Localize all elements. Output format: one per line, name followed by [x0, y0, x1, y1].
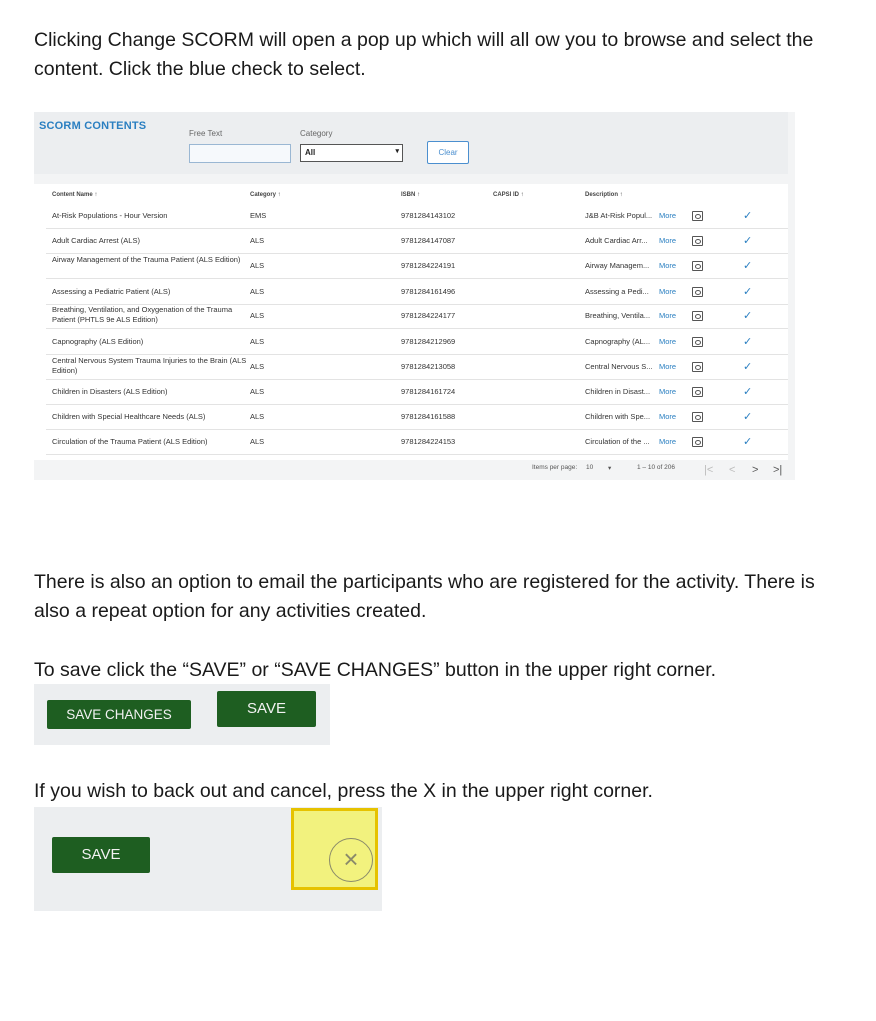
header-category[interactable]: Category ↑	[250, 192, 281, 198]
table-row	[46, 404, 788, 430]
free-text-input[interactable]	[189, 144, 291, 163]
category-label: Category	[300, 129, 333, 138]
table-row	[46, 329, 788, 355]
content-name-cell: Airway Management of the Trauma Patient (ALS Edition)	[52, 255, 241, 264]
preview-icon[interactable]	[692, 437, 703, 447]
panel-title: SCORM CONTENTS	[39, 120, 147, 132]
save-changes-button[interactable]: SAVE CHANGES	[47, 700, 191, 729]
more-link[interactable]: More	[659, 362, 677, 371]
content-name-cell: Circulation of the Trauma Patient (ALS Edition)	[52, 437, 208, 446]
page-range: 1 – 10 of 206	[637, 464, 675, 471]
instruction-paragraph-4: If you wish to back out and cancel, press the X in the upper right corner.	[34, 780, 653, 802]
scorm-contents-panel	[34, 112, 795, 480]
table-row	[46, 303, 788, 329]
first-page-button[interactable]: |<	[704, 464, 714, 476]
more-link[interactable]: More	[659, 412, 677, 421]
category-cell: ALS	[250, 311, 265, 320]
items-per-page-label: Items per page:	[532, 464, 578, 471]
preview-icon[interactable]	[692, 387, 703, 397]
preview-icon[interactable]	[692, 412, 703, 422]
category-cell: ALS	[250, 287, 265, 296]
preview-icon[interactable]	[692, 362, 703, 372]
category-cell: ALS	[250, 236, 265, 245]
isbn-cell: 9781284213058	[401, 362, 456, 371]
header-isbn[interactable]: ISBN ↑	[401, 192, 421, 198]
description-cell: Children in Disast...	[585, 387, 651, 396]
select-check-icon[interactable]: ✓	[743, 286, 753, 298]
items-per-page-select[interactable]: 10	[586, 464, 594, 471]
more-link[interactable]: More	[659, 437, 677, 446]
more-link[interactable]: More	[659, 337, 677, 346]
description-cell: Adult Cardiac Arr...	[585, 236, 648, 245]
content-name-cell: Central Nervous System Trauma Injuries to the Brain (ALS Edition)	[52, 356, 247, 375]
select-check-icon[interactable]: ✓	[743, 386, 753, 398]
category-cell: ALS	[250, 337, 265, 346]
category-cell: ALS	[250, 261, 265, 270]
save-buttons-panel	[34, 684, 330, 745]
header-description[interactable]: Description ↑	[585, 192, 623, 198]
select-check-icon[interactable]: ✓	[743, 336, 753, 348]
category-value: All	[305, 148, 316, 157]
isbn-cell: 9781284143102	[401, 211, 456, 220]
category-select[interactable]	[300, 144, 403, 162]
cancel-panel	[34, 807, 382, 911]
next-page-button[interactable]: >	[752, 464, 759, 476]
content-name-cell: Children in Disasters (ALS Edition)	[52, 387, 168, 396]
content-name-cell: At-Risk Populations - Hour Version	[52, 211, 168, 220]
content-name-cell: Capnography (ALS Edition)	[52, 337, 144, 346]
save-button[interactable]: SAVE	[217, 691, 316, 727]
description-cell: Assessing a Pedi...	[585, 287, 649, 296]
header-content-name[interactable]: Content Name ↑	[52, 192, 98, 198]
description-cell: Airway Managem...	[585, 261, 650, 270]
close-highlight	[291, 808, 378, 890]
description-cell: Central Nervous S...	[585, 362, 653, 371]
isbn-cell: 9781284224177	[401, 311, 456, 320]
content-name-cell: Assessing a Pediatric Patient (ALS)	[52, 287, 171, 296]
more-link[interactable]: More	[659, 311, 677, 320]
description-cell: Breathing, Ventila...	[585, 311, 651, 320]
category-cell: ALS	[250, 387, 265, 396]
description-cell: Children with Spe...	[585, 412, 651, 421]
preview-icon[interactable]	[692, 337, 703, 347]
prev-page-button[interactable]: <	[729, 464, 736, 476]
instruction-paragraph-3: To save click the “SAVE” or “SAVE CHANGES” button in the upper right corner.	[34, 659, 717, 681]
preview-icon[interactable]	[692, 211, 703, 221]
table-row	[46, 354, 788, 380]
select-check-icon[interactable]: ✓	[743, 411, 753, 423]
content-name-cell: Adult Cardiac Arrest (ALS)	[52, 236, 140, 245]
isbn-cell: 9781284161496	[401, 287, 456, 296]
preview-icon[interactable]	[692, 261, 703, 271]
dropdown-arrow-icon: ▾	[395, 148, 399, 155]
last-page-button[interactable]: >|	[773, 464, 783, 476]
category-cell: ALS	[250, 412, 265, 421]
isbn-cell: 9781284224153	[401, 437, 456, 446]
select-check-icon[interactable]: ✓	[743, 260, 753, 272]
table-row	[46, 429, 788, 455]
isbn-cell: 9781284212969	[401, 337, 456, 346]
category-cell: EMS	[250, 211, 267, 220]
isbn-cell: 9781284161724	[401, 387, 456, 396]
preview-icon[interactable]	[692, 311, 703, 321]
description-cell: J&B At-Risk Popul...	[585, 211, 653, 220]
table-row	[46, 379, 788, 405]
category-cell: ALS	[250, 437, 265, 446]
close-icon[interactable]: ×	[329, 838, 373, 882]
table-row	[46, 228, 788, 254]
more-link[interactable]: More	[659, 236, 677, 245]
instruction-paragraph-1: Clicking Change SCORM will open a pop up which will all ow you to browse and select the content. Click the blue check to select.	[34, 29, 814, 80]
preview-icon[interactable]	[692, 287, 703, 297]
select-check-icon[interactable]: ✓	[743, 235, 753, 247]
category-cell: ALS	[250, 362, 265, 371]
select-check-icon[interactable]: ✓	[743, 310, 753, 322]
instruction-paragraph-2: There is also an option to email the participants who are registered for the activity. There is also a repeat option for any activities created.	[34, 571, 815, 622]
content-name-cell: Children with Special Healthcare Needs (ALS)	[52, 412, 206, 421]
items-per-page-arrow-icon[interactable]: ▾	[608, 465, 612, 472]
table-row	[46, 253, 788, 279]
more-link[interactable]: More	[659, 261, 677, 270]
preview-icon[interactable]	[692, 236, 703, 246]
clear-button[interactable]: Clear	[427, 141, 469, 164]
description-cell: Capnography (AL...	[585, 337, 651, 346]
save-button[interactable]: SAVE	[52, 837, 150, 873]
content-name-cell: Breathing, Ventilation, and Oxygenation of the Trauma Patient (PHTLS 9e ALS Edition)	[52, 305, 233, 324]
more-link[interactable]: More	[659, 287, 677, 296]
isbn-cell: 9781284161588	[401, 412, 456, 421]
description-cell: Circulation of the ...	[585, 437, 650, 446]
isbn-cell: 9781284224191	[401, 261, 456, 270]
isbn-cell: 9781284147087	[401, 236, 456, 245]
more-link[interactable]: More	[659, 211, 677, 220]
table-row	[46, 279, 788, 305]
select-check-icon[interactable]: ✓	[743, 210, 753, 222]
table-row	[46, 203, 788, 229]
select-check-icon[interactable]: ✓	[743, 361, 753, 373]
filter-bar	[34, 112, 788, 174]
select-check-icon[interactable]: ✓	[743, 436, 753, 448]
header-capsi-id[interactable]: CAPSI ID ↑	[493, 192, 524, 198]
free-text-label: Free Text	[189, 129, 223, 138]
more-link[interactable]: More	[659, 387, 677, 396]
